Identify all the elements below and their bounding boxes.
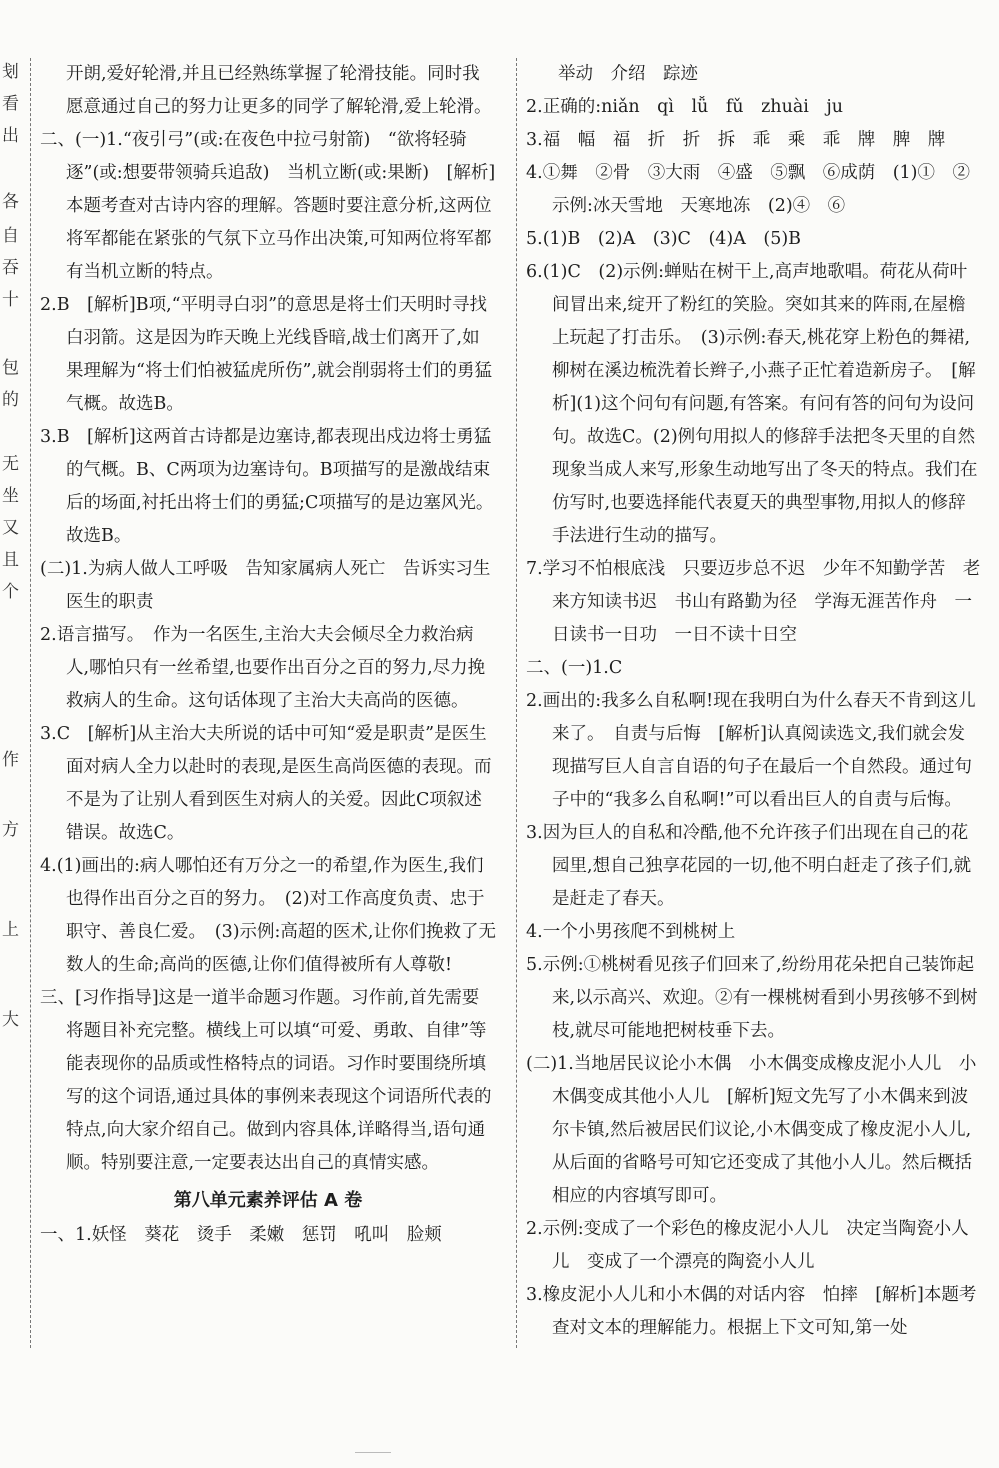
answer-paragraph: 开朗,爱好轮滑,并且已经熟练掌握了轮滑技能。同时我愿意通过自己的努力让更多的同学了解轮滑,爱上轮滑。 <box>66 64 492 117</box>
edge-char: 坐 <box>2 486 19 506</box>
answer-paragraph: 一、1.妖怪 葵花 烫手 柔嫩 惩罚 吼叫 脸颊 <box>40 1225 442 1245</box>
edge-char: 无 <box>2 454 19 474</box>
answer-paragraph: 4.一个小男孩爬不到桃树上 <box>526 922 736 942</box>
answer-paragraph: 二、(一)1.C <box>526 658 623 678</box>
edge-char: 上 <box>2 920 19 940</box>
left-column-divider <box>30 58 31 1348</box>
edge-char: 又 <box>2 518 19 538</box>
edge-char: 方 <box>2 820 19 840</box>
edge-char: 出 <box>2 126 19 146</box>
answer-paragraph: 4.(1)画出的:病人哪怕还有万分之一的希望,作为医生,我们也得作出百分之百的努力。 (2)对工作高度负责、忠于职守、善良仁爱。 (3)示例:高超的医术,让你们挽救了无数人的生命;高尚的医德,让你们值得被所有人尊敬! <box>40 856 496 975</box>
section-heading: 第八单元素养评估 A 卷 <box>173 1190 363 1211</box>
edge-char: 且 <box>2 550 19 570</box>
answer-paragraph: 5.(1)B (2)A (3)C (4)A (5)B <box>526 229 802 249</box>
edge-char: 吞 <box>2 258 19 278</box>
answer-paragraph: 3.因为巨人的自私和冷酷,他不允许孩子们出现在自己的花园里,想自己独享花园的一切,他不明白赶走了孩子们,就是赶走了春天。 <box>526 823 972 909</box>
answer-paragraph: 5.示例:①桃树看见孩子们回来了,纷纷用花朵把自己装饰起来,以示高兴、欢迎。②有一棵桃树看到小男孩够不到树枝,就尽可能地把树枝垂下去。 <box>526 955 978 1041</box>
edge-char: 十 <box>2 290 19 310</box>
edge-char: 作 <box>2 750 19 770</box>
edge-char: 刬 <box>2 62 19 82</box>
left-edge-fragments <box>0 50 19 1390</box>
center-column-divider <box>516 58 517 1348</box>
answer-paragraph: 6.(1)C (2)示例:蝉贴在树干上,高声地歌唱。荷花从荷叶间冒出来,绽开了粉红的笑脸。突如其来的阵雨,在屋檐上玩起了打击乐。 (3)示例:春天,桃花穿上粉色的舞裙,柳树在溪边梳洗着长辫子,小燕子正忙着造新房子。 [解析](1)这个问句有问题,有答案。有问有答的问句为设问句。故选C。(2)例句用拟人的修辞手法把冬天里的自然现象当成人来写,形象生动地写出了冬天的特点。我们在仿写时,也要选择能代表夏天的典型事物,用拟人的修辞手法进行生动的描写。 <box>526 262 978 546</box>
edge-char: 看 <box>2 94 19 114</box>
answer-paragraph: 三、[习作指导]这是一道半命题习作题。习作前,首先需要将题目补充完整。横线上可以填“可爱、勇敢、自律”等能表现你的品质或性格特点的词语。习作时要围绕所填写的这个词语,通过具体的事例来表现这个词语所代表的特点,向大家介绍自己。做到内容具体,详略得当,语句通顺。特别要注意,一定要表达出自己的真情实感。 <box>40 988 492 1173</box>
answer-paragraph: 2.B [解析]B项,“平明寻白羽”的意思是将士们天明时寻找白羽箭。这是因为昨天晚上光线昏暗,战士们离开了,如果理解为“将士们怕被猛虎所伤”,就会削弱将士们的勇猛气概。故选B。 <box>40 295 492 414</box>
answer-paragraph: 二、(一)1.“夜引弓”(或:在夜色中拉弓射箭) “欲将轻骑逐”(或:想要带领骑兵追敌) 当机立断(或:果断) [解析]本题考查对古诗内容的理解。答题时要注意分析,这两位将军都能在紧张的气氛下立马作出决策,可知两位将军都有当机立断的特点。 <box>40 130 496 282</box>
edge-char: 大 <box>2 1010 19 1030</box>
right-column <box>526 58 988 1345</box>
answer-paragraph: 2.正确的:niǎn qì lǚ fǔ zhuài ju <box>526 97 844 117</box>
answer-paragraph: 7.学习不怕根底浅 只要迈步总不迟 少年不知勤学苦 老来方知读书迟 书山有路勤为径 学海无涯苦作舟 一日读书一日功 一日不读十日空 <box>526 559 981 645</box>
left-column <box>40 58 496 1252</box>
edge-char: 的 <box>2 390 19 410</box>
answer-paragraph: (二)1.为病人做人工呼吸 告知家属病人死亡 告诉实习生医生的职责 <box>40 559 491 612</box>
answer-paragraph: 3.C [解析]从主治大夫所说的话中可知“爱是职责”是医生面对病人全力以赴时的表现,是医生高尚医德的表现。而不是为了让别人看到医生对病人的关爱。因此C项叙述错误。故选C。 <box>40 724 492 843</box>
answer-paragraph: (二)1.当地居民议论小木偶 小木偶变成橡皮泥小人儿 小木偶变成其他小人儿 [解析]短文先写了小木偶来到波尔卡镇,然后被居民们议论,小木偶变成了橡皮泥小人儿,从后面的省略号可知它还变成了其他小人儿。然后概括相应的内容填写即可。 <box>526 1054 977 1206</box>
bottom-mark <box>355 1452 391 1459</box>
answer-paragraph: 3.福 幅 福 折 折 拆 乖 乘 乖 牌 脾 牌 <box>526 130 946 150</box>
edge-char: 自 <box>2 226 19 246</box>
answer-paragraph: 2.语言描写。 作为一名医生,主治大夫会倾尽全力救治病人,哪怕只有一丝希望,也要作出百分之百的努力,尽力挽救病人的生命。这句话体现了主治大夫高尚的医德。 <box>40 625 486 711</box>
answer-paragraph: 3.橡皮泥小人儿和小木偶的对话内容 怕摔 [解析]本题考查对文本的理解能力。根据上下文可知,第一处 <box>526 1285 977 1338</box>
edge-char: 各 <box>2 192 19 212</box>
edge-char: 个 <box>2 582 19 602</box>
edge-char: 包 <box>2 358 19 378</box>
answer-paragraph: 2.示例:变成了一个彩色的橡皮泥小人儿 决定当陶瓷小人儿 变成了一个漂亮的陶瓷小人儿 <box>526 1219 969 1272</box>
answer-paragraph: 2.画出的:我多么自私啊!现在我明白为什么春天不肯到这儿来了。 自责与后悔 [解析]认真阅读选文,我们就会发现描写巨人自言自语的句子在最后一个自然段。通过句子中的“我多么自私啊!”可以看出巨人的自责与后悔。 <box>526 691 976 810</box>
answer-paragraph: 4.①舞 ②骨 ③大雨 ④盛 ⑤飘 ⑥成荫 (1)① ② 示例:冰天雪地 天寒地冻 (2)④ ⑥ <box>526 163 988 216</box>
answer-paragraph: 3.B [解析]这两首古诗都是边塞诗,都表现出戍边将士勇猛的气概。B、C两项为边塞诗句。B项描写的是激战结束后的场面,衬托出将士们的勇猛;C项描写的是边塞风光。故选B。 <box>40 427 494 546</box>
answer-paragraph: 举动 介绍 踪迹 <box>558 64 698 84</box>
